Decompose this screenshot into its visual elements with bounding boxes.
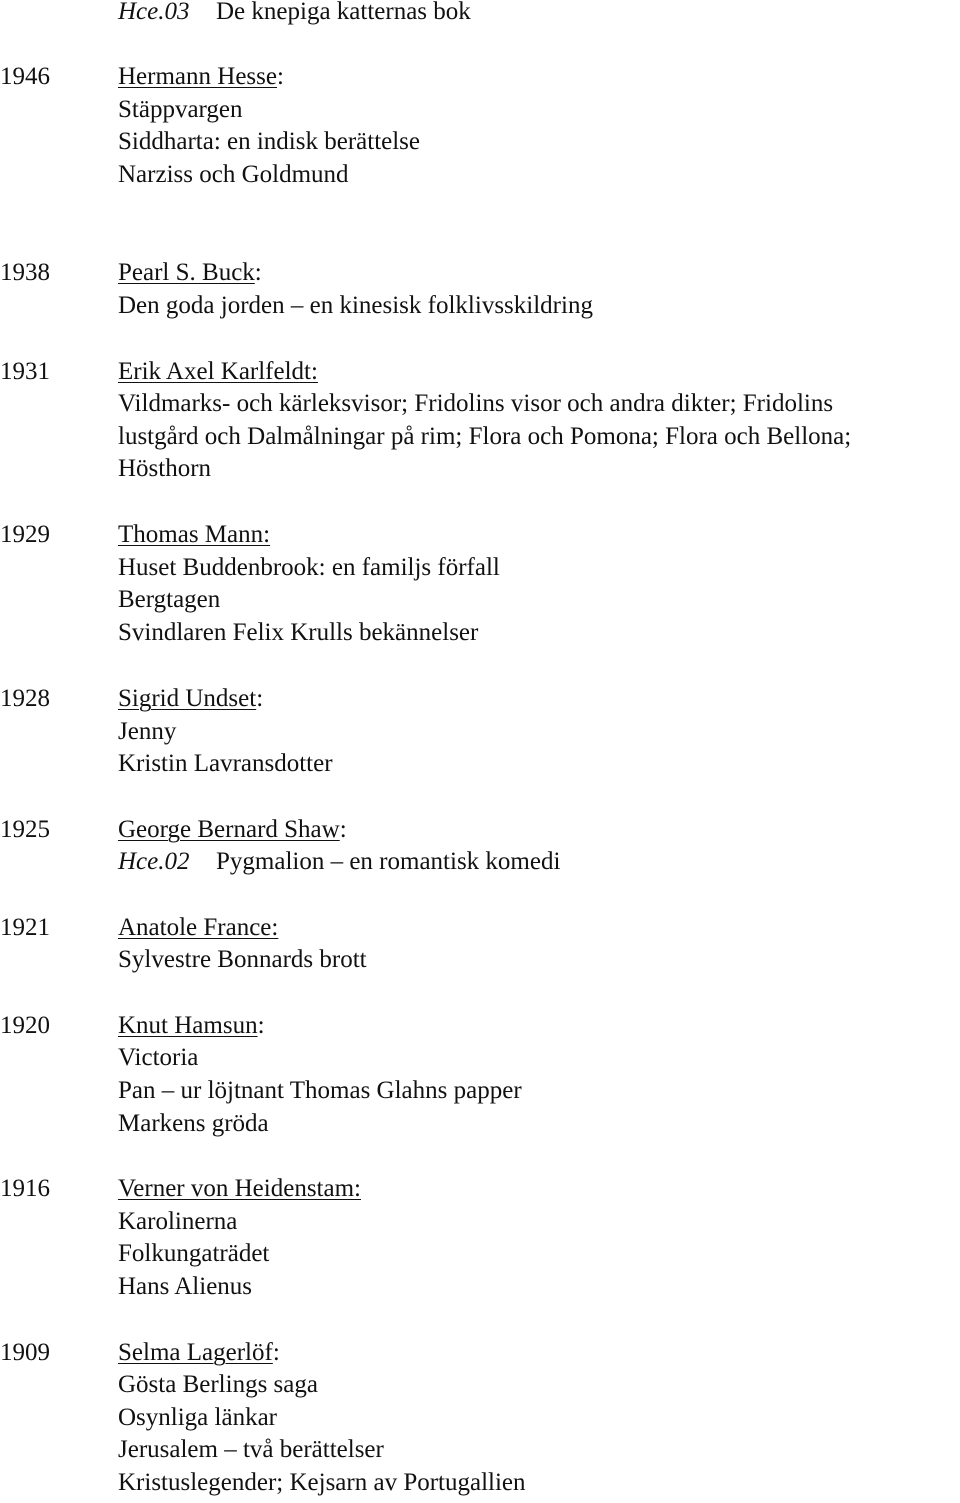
author-name: Pearl S. Buck bbox=[118, 259, 255, 286]
author-heading bbox=[118, 1337, 280, 1369]
entry-year: 1916 bbox=[0, 1175, 50, 1202]
shelf-code: Hce.03 bbox=[118, 0, 190, 25]
work-title: Den goda jorden – en kinesisk folklivsskildring bbox=[118, 292, 593, 319]
work-title: Huset Buddenbrook: en familjs förfall bbox=[118, 554, 500, 581]
top-entry bbox=[118, 0, 471, 28]
author-name: Thomas Mann: bbox=[118, 521, 271, 548]
author-heading bbox=[118, 257, 262, 289]
work-title: Gösta Berlings saga bbox=[118, 1371, 318, 1398]
author-heading bbox=[118, 1173, 361, 1205]
entry-year: 1921 bbox=[0, 914, 50, 941]
author-suffix: : bbox=[256, 685, 264, 712]
work-title: Folkungaträdet bbox=[118, 1240, 270, 1267]
author-suffix: : bbox=[257, 1012, 265, 1039]
author-name: Selma Lagerlöf bbox=[118, 1339, 273, 1366]
author-suffix: : bbox=[254, 259, 262, 286]
work-title: Osynliga länkar bbox=[118, 1404, 277, 1431]
author-heading bbox=[118, 1010, 265, 1042]
author-heading bbox=[118, 912, 278, 944]
author-name: Knut Hamsun bbox=[118, 1012, 258, 1039]
entry-year: 1929 bbox=[0, 521, 50, 548]
entry-year: 1909 bbox=[0, 1339, 50, 1366]
work-title: De knepiga katternas bok bbox=[216, 0, 471, 25]
shelf-code: Hce.02 bbox=[118, 848, 190, 875]
author-name: Sigrid Undset bbox=[118, 685, 257, 712]
work-title: Vildmarks- och kärleksvisor; Fridolins visor och andra dikter; Fridolins bbox=[118, 390, 834, 417]
work-title: Jenny bbox=[118, 718, 177, 745]
work-title: Pygmalion – en romantisk komedi bbox=[216, 848, 561, 875]
work-title: lustgård och Dalmålningar på rim; Flora och Pomona; Flora och Bellona; bbox=[118, 423, 852, 450]
work-title: Kristuslegender; Kejsarn av Portugallien bbox=[118, 1469, 526, 1496]
work-title: Narziss och Goldmund bbox=[118, 161, 349, 188]
entry-year: 1931 bbox=[0, 358, 50, 385]
work-title: Hans Alienus bbox=[118, 1273, 253, 1300]
entry-year: 1920 bbox=[0, 1012, 50, 1039]
author-name: Verner von Heidenstam: bbox=[118, 1175, 361, 1202]
author-heading bbox=[118, 814, 347, 846]
author-heading bbox=[118, 519, 270, 551]
entry-year: 1928 bbox=[0, 685, 50, 712]
work-title: Markens gröda bbox=[118, 1110, 269, 1137]
work-title: Victoria bbox=[118, 1044, 199, 1071]
author-name: Hermann Hesse bbox=[118, 63, 277, 90]
work-title: Kristin Lavransdotter bbox=[118, 750, 333, 777]
work-title: Karolinerna bbox=[118, 1208, 238, 1235]
author-name: Anatole France: bbox=[118, 914, 279, 941]
work-title: Pan – ur löjtnant Thomas Glahns papper bbox=[118, 1077, 522, 1104]
coded-work bbox=[118, 846, 560, 878]
entry-year: 1946 bbox=[0, 63, 50, 90]
work-title: Sylvestre Bonnards brott bbox=[118, 946, 367, 973]
work-title: Bergtagen bbox=[118, 586, 221, 613]
work-title: Jerusalem – två berättelser bbox=[118, 1436, 384, 1463]
work-title: Stäppvargen bbox=[118, 96, 243, 123]
author-suffix: : bbox=[339, 816, 347, 843]
work-title: Siddharta: en indisk berättelse bbox=[118, 128, 421, 155]
author-suffix: : bbox=[272, 1339, 280, 1366]
work-title: Hösthorn bbox=[118, 455, 212, 482]
author-name: Erik Axel Karlfeldt: bbox=[118, 358, 318, 385]
author-heading bbox=[118, 61, 284, 93]
entry-year: 1925 bbox=[0, 816, 50, 843]
author-name: George Bernard Shaw bbox=[118, 816, 340, 843]
work-title: Svindlaren Felix Krulls bekännelser bbox=[118, 619, 479, 646]
author-suffix: : bbox=[276, 63, 284, 90]
author-heading bbox=[118, 683, 263, 715]
entry-year: 1938 bbox=[0, 259, 50, 286]
author-heading bbox=[118, 356, 318, 388]
